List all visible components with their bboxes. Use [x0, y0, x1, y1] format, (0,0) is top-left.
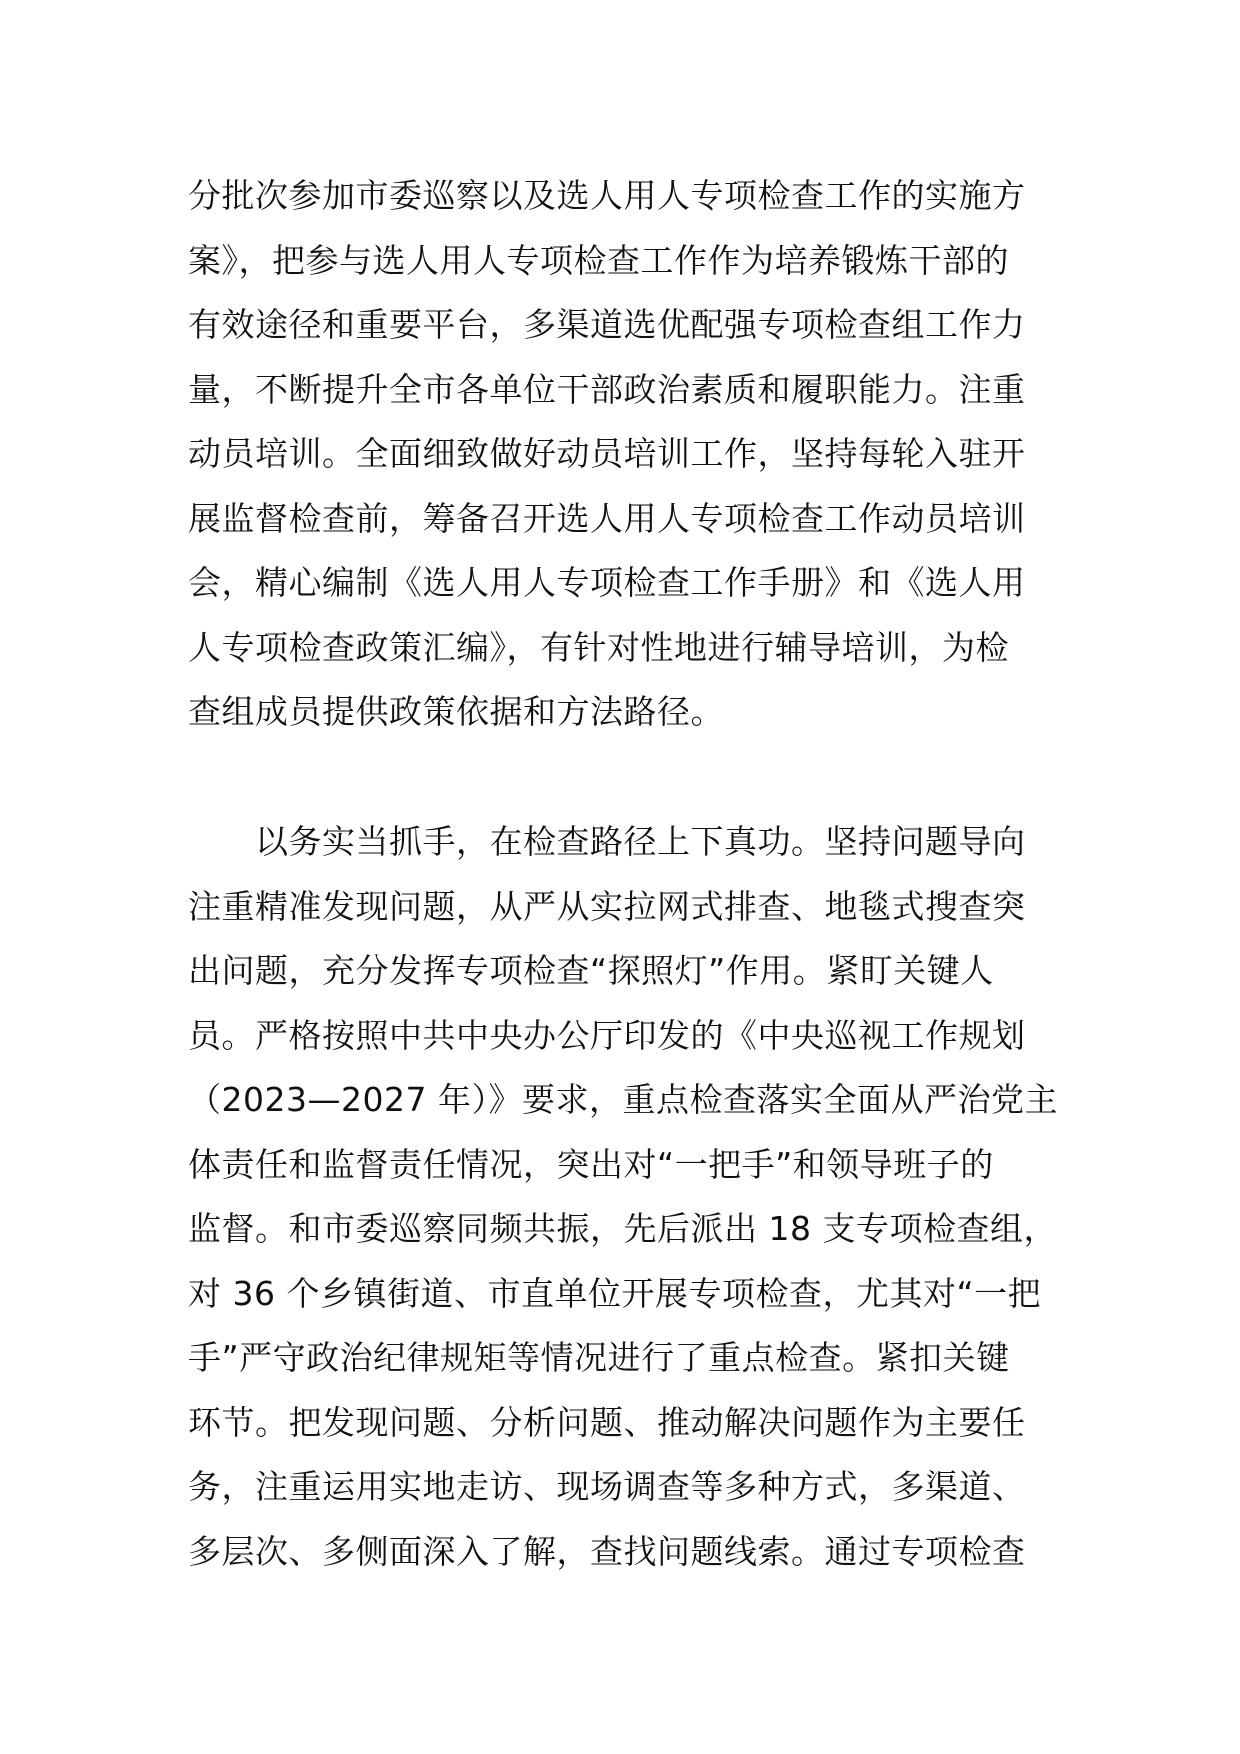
paragraph-1 [188, 164, 1058, 745]
paragraph-line: 案》，把参与选人用人专项检查工作作为培养锻炼干部的 [188, 240, 1009, 280]
paragraph-line: 量，不断提升全市各单位干部政治素质和履职能力。注重 [188, 369, 1026, 409]
paragraph-line: 监督。和市委巡察同频共振，先后派出 18 支专项检查组， [188, 1209, 1057, 1248]
paragraph-2 [188, 810, 1058, 1584]
paragraph-line: 出问题，充分发挥专项检查“探照灯”作用。紧盯关键人 [188, 951, 994, 990]
paragraph-line: 人专项检查政策汇编》，有针对性地进行辅导培训，为检 [188, 627, 1009, 667]
paragraph-line: 注重精准发现问题，从严从实拉网式排查、地毯式搜查突 [188, 886, 1026, 926]
paragraph-line: 多层次、多侧面深入了解，查找问题线索。通过专项检查 [188, 1531, 1026, 1571]
paragraph-line: 有效途径和重要平台，多渠道选优配强专项检查组工作力 [188, 305, 1026, 344]
paragraph-line: 体责任和监督责任情况，突出对“一把手”和领导班子的 [188, 1144, 994, 1184]
paragraph-line: 环节。把发现问题、分析问题、推动解决问题作为主要任 [188, 1402, 1026, 1442]
paragraph-line: 动员培训。全面细致做好动员培训工作，坚持每轮入驻开 [188, 434, 1026, 473]
paragraph-line: 分批次参加市委巡察以及选人用人专项检查工作的实施方 [188, 176, 1026, 215]
paragraph-line: 查组成员提供政策依据和方法路径。 [188, 692, 724, 731]
paragraph-line: 员。严格按照中共中央办公厅印发的《中央巡视工作规划 [188, 1015, 1026, 1055]
paragraph-line: 以务实当抓手，在检查路径上下真功。坚持问题导向 [188, 822, 1026, 861]
paragraph-line: （2023—2027 年）》要求，重点检查落实全面从严治党主 [188, 1080, 1058, 1119]
paragraph-line: 会，精心编制《选人用人专项检查工作手册》和《选人用 [188, 563, 1026, 602]
paragraph-line: 对 36 个乡镇街道、市直单位开展专项检查，尤其对“一把 [188, 1273, 1042, 1313]
paragraph-line: 手”严守政治纪律规矩等情况进行了重点检查。紧扣关键 [188, 1338, 1010, 1377]
paragraph-line: 务，注重运用实地走访、现场调查等多种方式，多渠道、 [188, 1467, 1026, 1506]
paragraph-line: 展监督检查前，筹备召开选人用人专项检查工作动员培训 [188, 498, 1026, 538]
